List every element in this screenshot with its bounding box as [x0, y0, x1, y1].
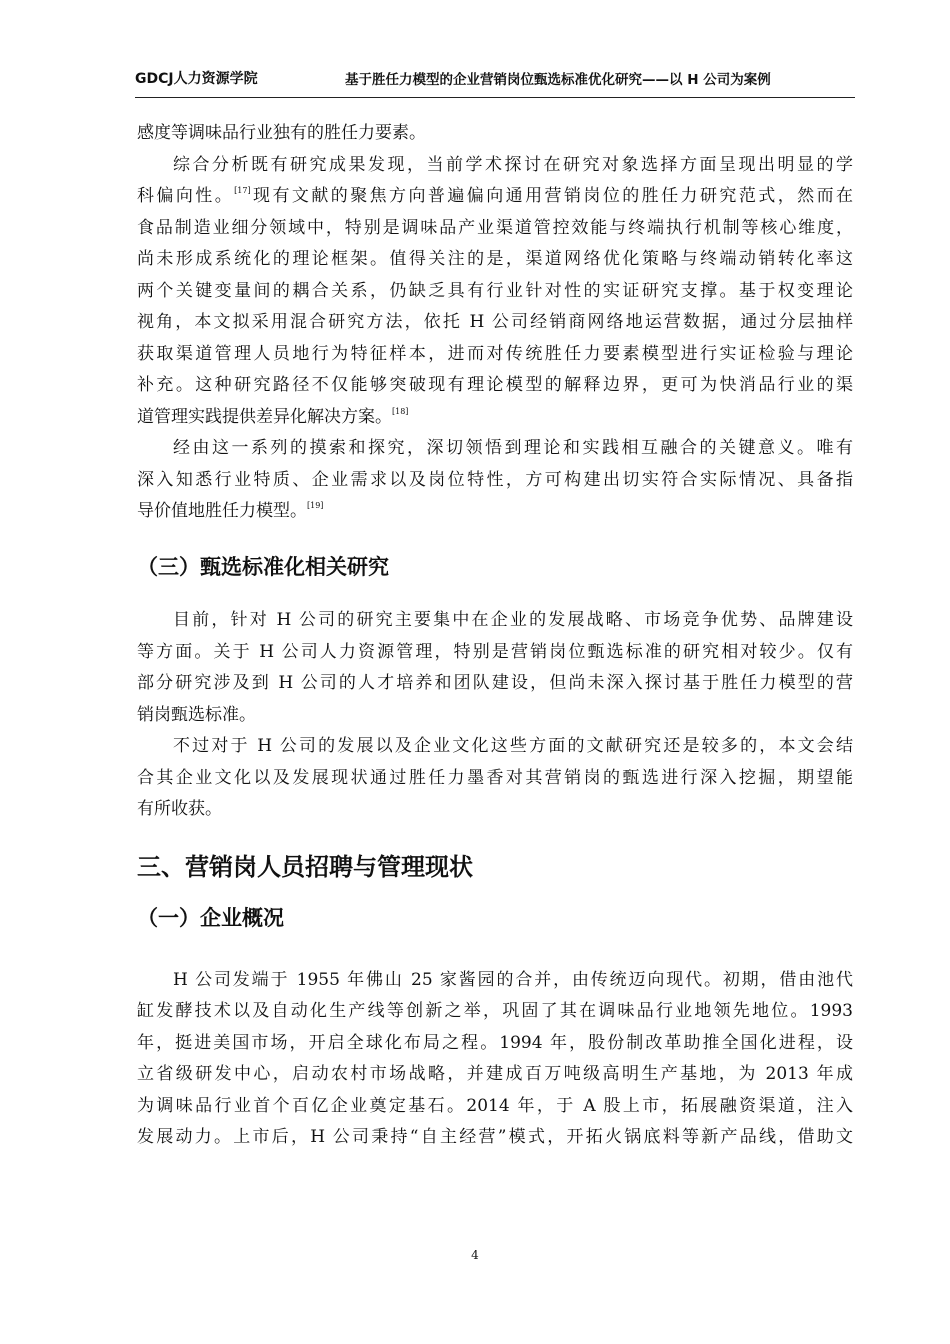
text-line — [137, 496, 853, 528]
text-line: 等方面。关于 H 公司人力资源管理，特别是营销岗位甄选标准的研究相对较少。仅有 — [137, 641, 853, 662]
citation-18: [18] — [392, 406, 409, 416]
subsection-heading: （一）企业概况 — [137, 906, 284, 930]
text-line: H 公司发端于 1955 年佛山 25 家酱园的合并，由传统迈向现代。初期，借由池代 — [173, 969, 853, 990]
text-line: 尚未形成系统化的理论框架。值得关注的是，渠道网络优化策略与终端动销转化率这 — [137, 249, 853, 269]
section-heading: 三、营销岗人员招聘与管理现状 — [137, 852, 473, 881]
paragraph-reflection — [137, 433, 853, 528]
text-line: 目前，针对 H 公司的研究主要集中在企业的发展战略、市场竞争优势、品牌建设 — [173, 610, 853, 630]
running-header — [135, 68, 855, 92]
text-line: 缸发酵技术以及自动化生产线等创新之举，巩固了其在调味品行业地领先地位。1993 — [137, 1001, 853, 1021]
text-line: 销岗甄选标准。 — [137, 704, 256, 725]
body-content — [137, 118, 853, 1154]
text-line: 立省级研发中心，启动农村市场战略，并建成百万吨级高明生产基地，为 2013 年成 — [137, 1064, 853, 1084]
citation-19: [19] — [307, 501, 324, 510]
header-institution: GDCJ人力资源学院 — [135, 71, 258, 87]
text-segment: 导价值地胜任力模型。 — [137, 501, 307, 521]
text-line: 两个关键变量间的耦合关系，仍缺乏具有行业针对性的实证研究支撑。基于权变理论 — [137, 280, 853, 301]
paragraph-culture-literature — [137, 731, 853, 826]
text-line — [137, 181, 853, 213]
text-line: 补充。这种研究路径不仅能够突破现有理论模型的解释边界，更可为快消品行业的渠 — [137, 375, 853, 395]
text-line: 为调味品行业首个百亿企业奠定基石。2014 年，于 A 股上市，拓展融资渠道，注入 — [137, 1095, 853, 1116]
citation-17: [17] — [234, 186, 251, 195]
text-line: 部分研究涉及到 H 公司的人才培养和团队建设，但尚未深入探讨基于胜任力模型的营 — [137, 673, 853, 693]
text-line: 综合分析既有研究成果发现，当前学术探讨在研究对象选择方面呈现出明显的学 — [173, 154, 853, 175]
text-line: 深入知悉行业特质、企业需求以及岗位特性，方可构建出切实符合实际情况、具备指 — [137, 469, 853, 490]
text-line: 获取渠道管理人员地行为特征样本，进而对传统胜任力要素模型进行实证检验与理论 — [137, 343, 853, 364]
subsection-heading: （三）甄选标准化相关研究 — [137, 554, 389, 579]
text-segment: 道管理实践提供差异化解决方案。 — [137, 406, 392, 427]
header-divider — [135, 97, 855, 98]
paragraph-continuation — [137, 118, 853, 150]
text-segment: 科偏向性。 — [137, 186, 235, 206]
text-line: 感度等调味品行业独有的胜任力要素。 — [137, 123, 426, 143]
page-number: 4 — [471, 1248, 479, 1262]
text-line: 不过对于 H 公司的发展以及企业文化这些方面的文献研究还是较多的，本文会结 — [173, 736, 853, 756]
text-line: 发展动力。上市后，H 公司秉持“自主经营”模式，开拓火锅底料等新产品线，借助文 — [137, 1127, 853, 1147]
text-line: 年，挺进美国市场，开启全球化布局之程。1994 年，股份制改革助推全国化进程，设 — [137, 1032, 853, 1053]
paragraph-research-review — [137, 150, 853, 434]
header-paper-title: 基于胜任力模型的企业营销岗位甄选标准优化研究——以 H 公司为案例 — [345, 72, 771, 88]
text-line: 有所收获。 — [137, 799, 222, 819]
text-line: 经由这一系列的摸索和探究，深切领悟到理论和实践相互融合的关键意义。唯有 — [173, 438, 853, 458]
text-line — [137, 402, 853, 434]
paragraph-company-overview — [137, 965, 853, 1154]
text-line: 视角，本文拟采用混合研究方法，依托 H 公司经销商网络地运营数据，通过分层抽样 — [137, 312, 853, 332]
text-line: 食品制造业细分领域中，特别是调味品产业渠道管控效能与终端执行机制等核心维度， — [137, 217, 853, 238]
paragraph-h-company-research — [137, 605, 853, 731]
text-segment: 现有文献的聚焦方向普遍偏向通用营销岗位的胜任力研究范式，然而在 — [250, 186, 853, 206]
text-line: 合其企业文化以及发展现状通过胜任力墨香对其营销岗的甄选进行深入挖掘，期望能 — [137, 767, 853, 788]
